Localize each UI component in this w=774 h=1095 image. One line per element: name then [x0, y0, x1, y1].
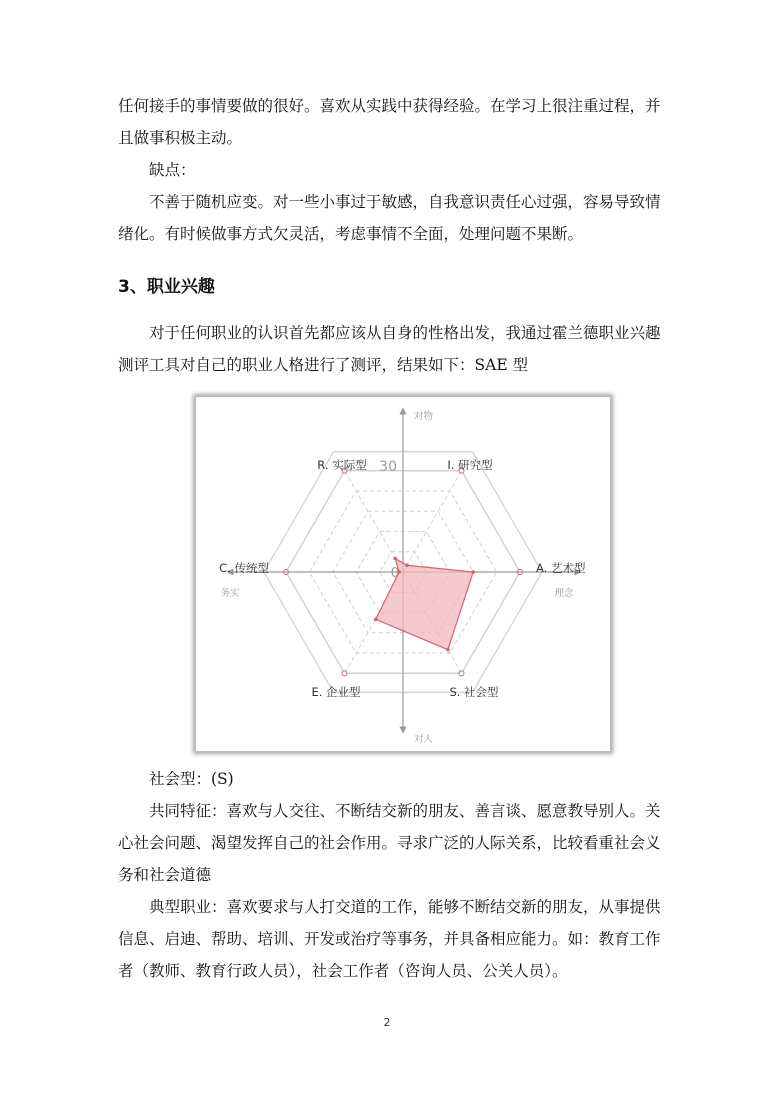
- jobs-line-3: 者（教师、教育行政人员），社会工作者（咨询人员、公关人员）。: [118, 962, 568, 980]
- radar-data-point: [374, 617, 378, 621]
- radar-data-point: [405, 563, 409, 567]
- radar-axis-label: S. 社会型: [449, 685, 499, 699]
- jobs-line-1: 典型职业：喜欢要求与人打交道的工作，能够不断结交新的朋友，从事提供: [149, 898, 661, 916]
- direction-label-left: 务实: [220, 588, 240, 599]
- radar-data-point: [393, 557, 397, 561]
- traits-line-3: 务和社会道德: [118, 866, 212, 884]
- direction-label-right: 理念: [554, 588, 574, 599]
- radar-data-point: [471, 570, 475, 574]
- radar-axis-label: R. 实际型: [317, 458, 367, 472]
- jobs-line-2: 信息、启迪、帮助、培训、开发或治疗等事务，并具备相应能力。如：教育工作: [118, 930, 661, 948]
- weakness-label: 缺点：: [149, 161, 196, 179]
- radar-data-point: [446, 648, 450, 652]
- social-type: 社会型：(S): [149, 770, 234, 788]
- section-heading: 3、职业兴趣: [118, 277, 215, 297]
- radar-axis-label: E. 企业型: [311, 685, 361, 699]
- radar-spoke: [345, 471, 404, 572]
- page-number: 2: [383, 1016, 391, 1029]
- radar-vertex-dot: [459, 671, 464, 676]
- weakness-line-2: 绪化。有时候做事方式欠灵活，考虑事情不全面，处理问题不果断。: [118, 225, 584, 243]
- holland-radar-chart: [195, 396, 611, 752]
- direction-label-bottom: 对人: [414, 734, 434, 745]
- intro-line-2: 测评工具对自己的职业人格进行了测评，结果如下：SAE 型: [118, 356, 529, 374]
- radar-axis-label: C. 传统型: [219, 561, 269, 575]
- tick-min-label: 0: [390, 566, 399, 581]
- traits-line-1: 共同特征：喜欢与人交往、不断结交新的朋友、善言谈、愿意教导别人。关: [149, 802, 661, 820]
- intro-line-1: 对于任何职业的认识首先都应该从自身的性格出发，我通过霍兰德职业兴趣: [149, 324, 661, 342]
- radar-axis-label: I. 研究型: [447, 458, 493, 472]
- traits-line-2: 心社会问题、渴望发挥自己的社会作用。寻求广泛的人际关系，比较看重社会义: [118, 834, 661, 852]
- radar-svg: [196, 397, 610, 751]
- radar-axis-label: A. 艺术型: [536, 561, 586, 575]
- tick-max-label: 30: [379, 459, 397, 475]
- strengths-line-1: 任何接手的事情要做的很好。喜欢从实践中获得经验。在学习上很注重过程，并: [118, 97, 661, 115]
- radar-spoke: [403, 471, 462, 572]
- strengths-line-2: 且做事积极主动。: [118, 129, 243, 147]
- direction-label-top: 对物: [414, 411, 434, 422]
- radar-vertex-dot: [342, 671, 347, 676]
- weakness-line-1: 不善于随机应变。对一些小事过于敏感，自我意识责任心过强，容易导致情: [149, 193, 661, 211]
